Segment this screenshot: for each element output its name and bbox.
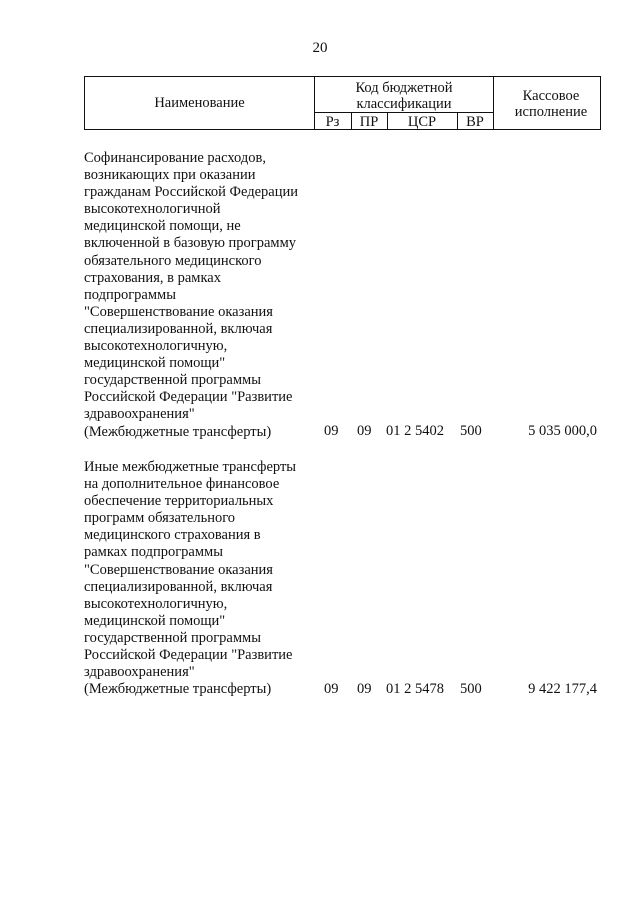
row-amount: 5 035 000,0 [528, 423, 597, 439]
row-vr: 500 [460, 681, 482, 697]
row-name: Иные межбюджетные трансферты на дополнительное финансовое обеспечение территориальных программ обязательного медицинского страхования в рамках подпрограммы "Совершенствование оказания специализированной, включая высокотехнологичную, медицинской помощи" государственной программы Российской Федерации "Развитие здравоохранения" (Межбюджетные трансферты) [84, 459, 297, 698]
header-rz: Рз [325, 114, 340, 130]
header-name: Наименование [154, 95, 245, 111]
header-pr: ПР [359, 114, 379, 130]
row-rz: 09 [324, 681, 339, 697]
header-vr: ВР [466, 114, 484, 130]
row-csr: 01 2 5478 [386, 681, 444, 697]
divider [314, 112, 493, 113]
header-csr: ЦСР [407, 114, 437, 130]
row-pr: 09 [357, 423, 372, 439]
table-header [84, 76, 601, 130]
header-budget-code: Код бюджетной классификации [355, 80, 453, 112]
row-pr: 09 [357, 681, 372, 697]
row-name: Софинансирование расходов, возникающих при оказании гражданам Российской Федерации высокотехнологичной медицинской помощи, не включенной в базовую программу обязательного медицинского страхования, в рамках подпрограммы "Совершенствование оказания специализированной, включая высокотехнологичную, медицинской помощи" государственной программы Российской Федерации "Развитие здравоохранения" (Межбюджетные трансферты) [84, 150, 299, 440]
divider [493, 77, 494, 129]
row-rz: 09 [324, 423, 339, 439]
row-vr: 500 [460, 423, 482, 439]
page-number: 20 [312, 40, 328, 56]
header-execution: Кассовое исполнение [514, 88, 588, 120]
row-csr: 01 2 5402 [386, 423, 444, 439]
row-amount: 9 422 177,4 [528, 681, 597, 697]
